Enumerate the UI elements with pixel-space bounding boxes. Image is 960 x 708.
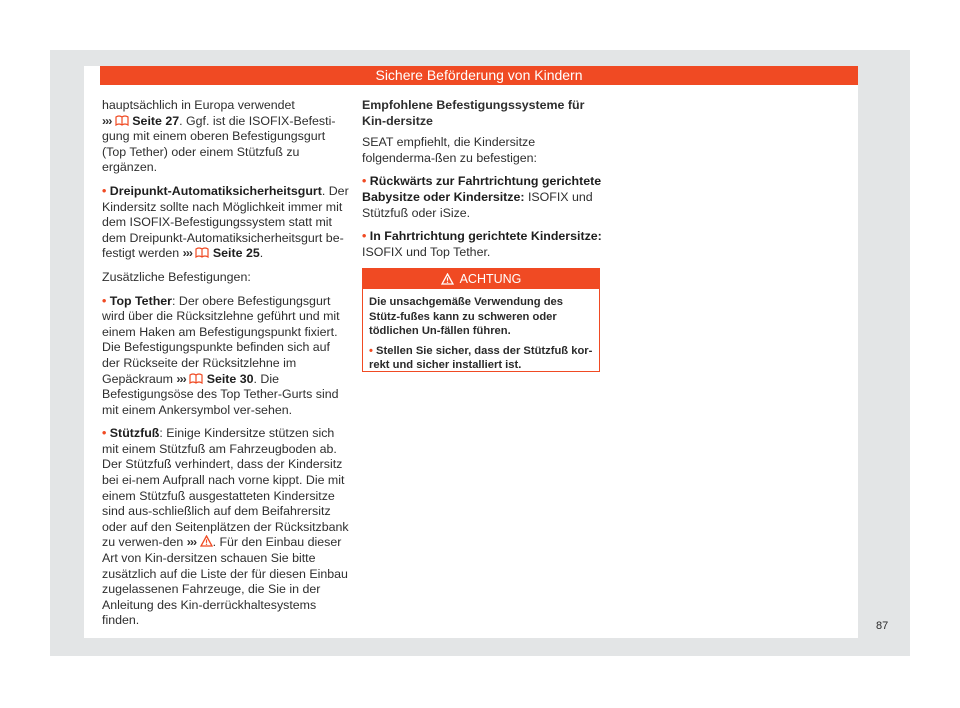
- warning-bullet: [369, 344, 593, 373]
- text: .: [259, 246, 264, 261]
- bullet-title: Top Tether: [109, 293, 172, 308]
- arrow-ref-icon: ›››: [176, 371, 186, 386]
- book-icon: [115, 115, 129, 126]
- bullet-icon: •: [362, 229, 367, 244]
- warning-icon[interactable]: [200, 535, 213, 547]
- arrow-ref-icon: ›››: [102, 113, 112, 128]
- arrow-ref-icon: ›››: [182, 246, 192, 261]
- book-icon: [195, 247, 209, 258]
- text: : Einige Kindersitze stützen sich mit einem Stützfuß am Fahrzeugboden ab. Der Stützfuß verhindert, dass der Kindersitz bei ei-nem Aufprall nach vorne kippt. Die mit einem Stützfuß ausgestatteten Kindersitze sind aus-schließlich auf dem Beifahrersitz oder auf den Seitenplätzen der Rücksitzbank zu verwen-den: [102, 426, 349, 550]
- text: . Die Befestigungsöse des Top Tether-Gurts sind mit einem Ankersymbol ver-sehen.: [102, 371, 339, 417]
- bullet-icon: •: [102, 183, 107, 198]
- book-icon: [189, 373, 203, 384]
- left-column: [102, 98, 350, 637]
- bullet-icon: •: [362, 174, 367, 189]
- warning-text: Die unsachgemäße Verwendung des Stütz-fußes kann zu schweren oder tödlichen Un-fällen führen.: [369, 296, 563, 338]
- bullet-stuetzfuss: [102, 426, 350, 629]
- bullet-title: Dreipunkt-Automatiksicherheitsgurt: [109, 183, 322, 198]
- bullet-dreipunkt: [102, 184, 350, 262]
- warning-label: ACHTUNG: [459, 272, 522, 286]
- paragraph-isofix: [102, 98, 350, 176]
- bullet-rueckwaerts: [362, 174, 602, 221]
- arrow-ref-icon: ›››: [186, 535, 197, 550]
- text: . Ggf. ist die ISOFIX-Befesti-gung mit einem oberen Befestigungsgurt (Top Tether) oder einem Stützfuß zu ergänzen.: [102, 113, 336, 175]
- page-header: Sichere Beförderung von Kindern: [100, 66, 858, 85]
- warning-body: [363, 289, 599, 373]
- page-link-25[interactable]: Seite 25: [212, 246, 260, 261]
- text: ISOFIX und Top Tether.: [362, 244, 491, 259]
- warning-triangle-icon: [441, 273, 454, 285]
- right-column: [362, 98, 602, 268]
- warning-bullet-text: Stellen Sie sicher, dass der Stützfuß kor-rekt und sicher installiert ist.: [369, 344, 593, 372]
- paragraph-zusaetzlich: Zusätzliche Befestigungen:: [102, 269, 251, 284]
- text: ISOFIX und Stützfuß oder iSize.: [362, 189, 593, 220]
- paragraph-intro: SEAT empfiehlt, die Kindersitze folgenderma-ßen zu befestigen:: [362, 135, 537, 165]
- warning-box: [362, 268, 600, 372]
- warning-header: [363, 269, 599, 289]
- page-number: 87: [876, 620, 889, 632]
- bullet-top-tether: [102, 294, 350, 419]
- section-heading: Empfohlene Befestigungssysteme für Kin-dersitze: [362, 98, 585, 128]
- text: . Für den Einbau dieser Art von Kin-dersitzen schauen Sie bitte zusätzlich auf die Liste der für diesen Einbau zugelassenen Fahrzeuge, die Sie in der Anleitung des Kin-derrückhaltesystems finden.: [102, 535, 348, 628]
- bullet-title: In Fahrtrichtung gerichtete Kindersitze:: [369, 229, 602, 244]
- bullet-icon: •: [369, 344, 373, 357]
- bullet-title: Stützfuß: [109, 426, 160, 441]
- bullet-icon: •: [102, 426, 107, 441]
- text: hauptsächlich in Europa verwendet: [102, 98, 295, 112]
- page-link-30[interactable]: Seite 30: [206, 371, 254, 386]
- bullet-fahrtrichtung: [362, 229, 602, 260]
- bullet-title: Rückwärts zur Fahrtrichtung gerichtete Babysitze oder Kindersitze:: [362, 174, 602, 204]
- text: . Der Kindersitz sollte nach Möglichkeit immer mit dem ISOFIX-Befestigungssystem statt mit dem Dreipunkt-Automatiksicherheitsgurt be-festigt werden: [102, 183, 349, 261]
- page-link-27[interactable]: Seite 27: [132, 113, 180, 128]
- text: : Der obere Befestigungsgurt wird über die Rücksitzlehne geführt und mit einem Haken am Befestigungspunkt fixiert. Die Befestigungspunkte befinden sich auf der Rückseite der Rücksitzlehne im Gepäckraum: [102, 293, 340, 386]
- bullet-icon: •: [102, 293, 107, 308]
